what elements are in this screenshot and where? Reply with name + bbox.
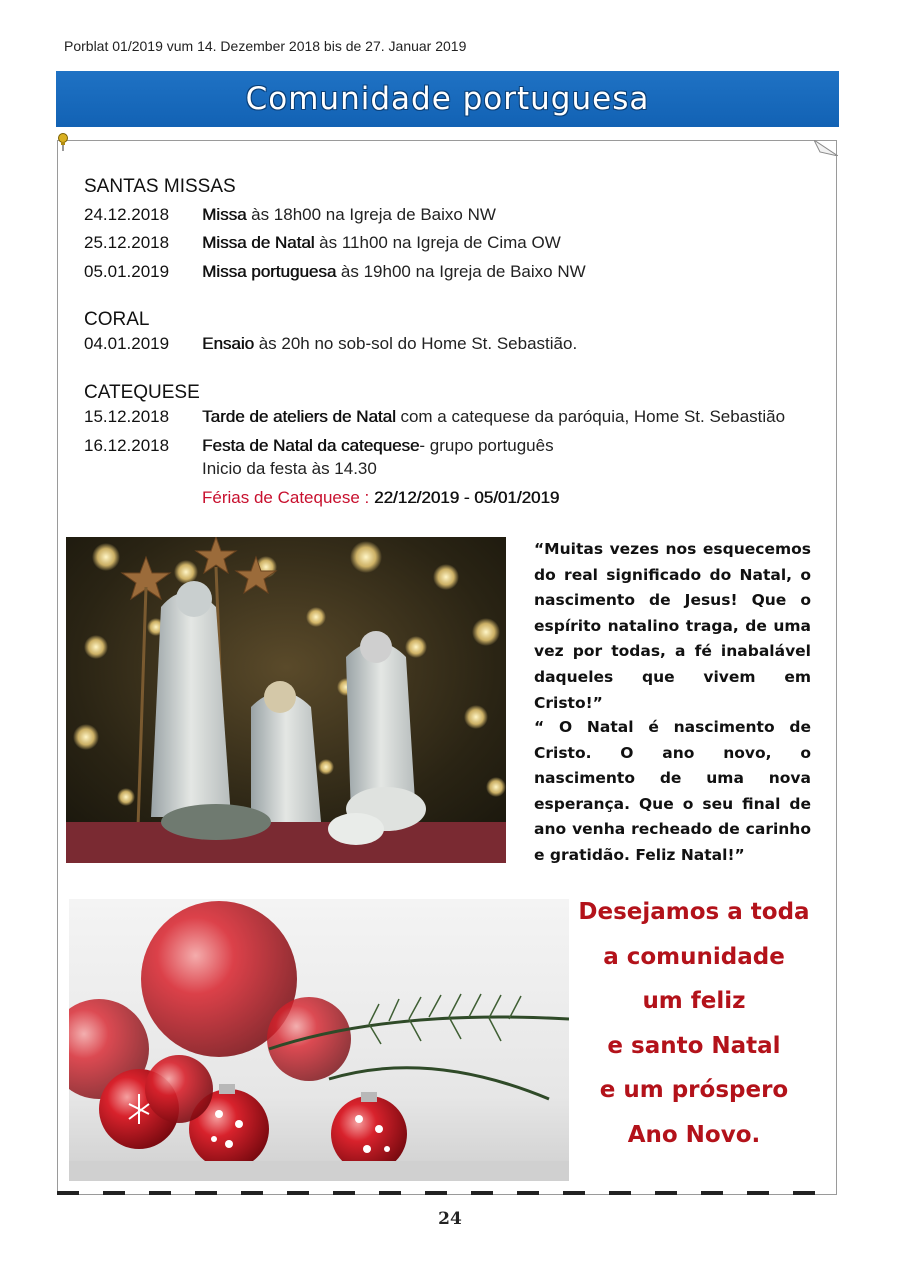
- ferias-label: Férias de Catequese :: [202, 488, 374, 507]
- event-details: às 19h00 na Igreja de Baixo NW: [336, 262, 586, 281]
- event-date: 04.01.2019: [84, 334, 170, 353]
- event-name: Tarde de ateliers de Natal: [202, 407, 396, 426]
- coral-heading: CORAL: [84, 309, 150, 330]
- christmas-balls-photo: [69, 899, 569, 1181]
- event-name: Festa de Natal da catequese: [202, 436, 420, 455]
- event-name: Missa: [202, 205, 247, 224]
- wish-line: a comunidade: [603, 943, 785, 970]
- event-name: Missa de Natal: [202, 233, 315, 252]
- event-details: - grupo português: [419, 436, 554, 455]
- schedule-row: [84, 334, 577, 354]
- event-details: às 18h00 na Igreja de Baixo NW: [246, 205, 496, 224]
- wish-line: Desejamos a toda: [578, 899, 810, 925]
- publication-line: Porblat 01/2019 vum 14. Dezember 2018 bis de 27. Januar 2019: [64, 38, 467, 54]
- ferias-line: [202, 488, 559, 508]
- wish-line: um feliz: [642, 988, 746, 1014]
- christmas-wish: [574, 890, 814, 1157]
- section-banner: [56, 71, 839, 127]
- event-details: com a catequese da paróquia, Home St. Sebastião: [395, 407, 786, 426]
- event-date: 16.12.2018: [84, 436, 170, 455]
- event-name: Ensaio: [202, 334, 254, 353]
- event-subline: Inicio da festa às 14.30: [202, 459, 377, 478]
- wish-line: e um próspero: [599, 1077, 789, 1103]
- schedule-row: [84, 205, 496, 225]
- wish-line: e santo Natal: [607, 1032, 781, 1059]
- banner-title: Comunidade portuguesa: [245, 81, 650, 117]
- event-date: 15.12.2018: [84, 407, 170, 426]
- event-details: às 20h no sob-sol do Home St. Sebastião.: [253, 334, 578, 353]
- schedule-row: [84, 407, 785, 427]
- nativity-photo: [66, 537, 506, 863]
- schedule-row: [84, 233, 561, 253]
- schedule-row: [84, 262, 586, 282]
- catequese-heading: CATEQUESE: [84, 382, 200, 403]
- santas-missas-heading: SANTAS MISSAS: [84, 176, 236, 197]
- schedule-row: [84, 436, 554, 456]
- event-date: 05.01.2019: [84, 262, 170, 281]
- ferias-dates: 22/12/2019 - 05/01/2019: [373, 488, 560, 507]
- page-number: 24: [438, 1209, 462, 1229]
- event-details: às 11h00 na Igreja de Cima OW: [314, 233, 561, 252]
- wish-line: Ano Novo.: [627, 1121, 761, 1148]
- quote-two: “ O Natal é nascimento de Cristo. O ano novo, o nascimento de uma nova esperança. Que o seu final de ano venha recheado de carinho e gratidão. Feliz Natal!”: [534, 718, 811, 864]
- dashed-divider: [57, 1191, 837, 1195]
- event-name: Missa portuguesa: [202, 262, 337, 281]
- quote-one: “Muitas vezes nos esquecemos do real significado do Natal, o nascimento de Jesus! Que o espírito natalino traga, de uma vez por todas, a fé inabalável daqueles que vivem em Cristo!”: [534, 540, 811, 712]
- event-date: 25.12.2018: [84, 233, 170, 252]
- pushpin-icon: [57, 132, 69, 152]
- event-date: 24.12.2018: [84, 205, 170, 224]
- page-curl-icon: [814, 140, 838, 156]
